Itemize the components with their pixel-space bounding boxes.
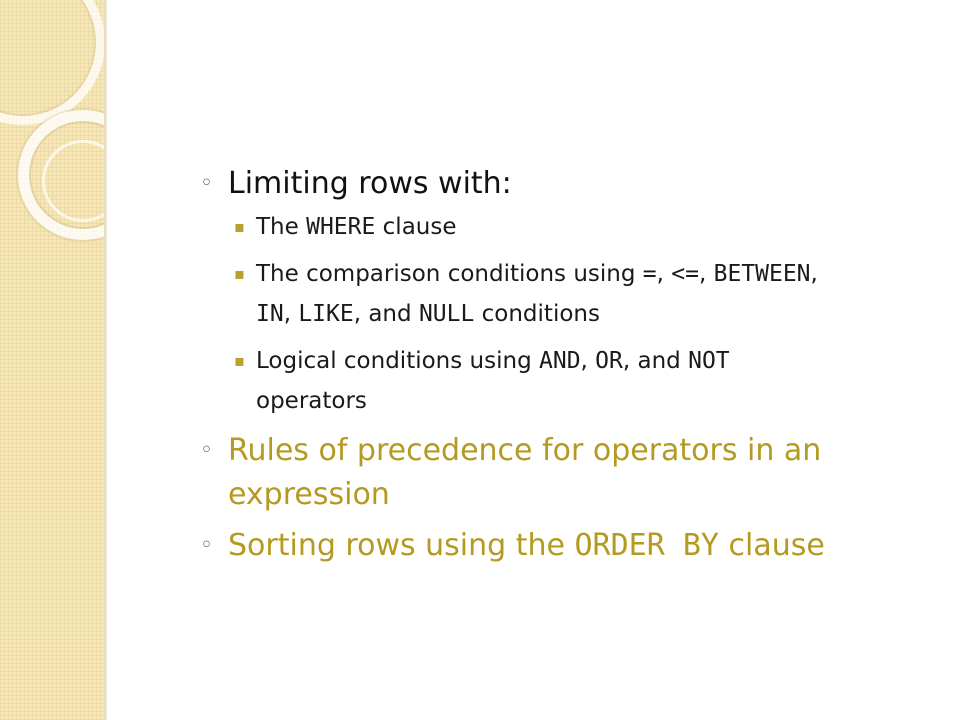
sub-bullet-comparison-conditions: [234, 258, 818, 290]
code-like: LIKE: [298, 301, 354, 327]
bullet-rules-of-precedence: [200, 433, 822, 469]
text-segment: Logical conditions using: [256, 348, 539, 374]
text-segment: ,: [698, 261, 714, 287]
circle-bullet-icon: ◦: [200, 438, 213, 463]
bullet-text: Rules of precedence for operators in an: [228, 433, 822, 468]
code-order-by: ORDER BY: [574, 528, 719, 563]
sub-bullet-where-clause: [234, 211, 457, 243]
text-segment: operators: [256, 388, 367, 414]
circle-bullet-icon: ◦: [200, 533, 213, 558]
sub-bullet-logical-conditions: [234, 345, 730, 377]
text-segment: clause: [719, 528, 825, 563]
text-segment: , and: [622, 348, 689, 374]
code-less-equal: <=: [671, 261, 699, 287]
code-or: OR: [595, 348, 623, 374]
code-null: NULL: [418, 301, 475, 327]
bullet-limiting-rows: [200, 166, 512, 202]
text-segment: ,: [283, 301, 299, 327]
text-segment: ,: [580, 348, 596, 374]
square-bullet-icon: ▪: [234, 351, 245, 370]
code-where: WHERE: [306, 214, 376, 240]
text-segment: ,: [656, 261, 672, 287]
square-bullet-icon: ▪: [234, 217, 245, 236]
code-in: IN: [256, 301, 284, 327]
square-bullet-icon: ▪: [234, 264, 245, 283]
bullet-text: Limiting rows with:: [228, 166, 512, 201]
text-segment: ,: [810, 261, 818, 287]
sub-bullet-logical-conditions-line2: [256, 385, 367, 417]
text-segment: clause: [375, 214, 457, 240]
text-segment: Sorting rows using the: [228, 528, 575, 563]
text-segment: The comparison conditions using: [256, 261, 643, 287]
sub-bullet-comparison-conditions-line2: [256, 298, 600, 330]
bullet-text: expression: [228, 477, 390, 512]
text-segment: The: [256, 214, 307, 240]
text-segment: conditions: [474, 301, 600, 327]
text-segment: , and: [353, 301, 419, 327]
code-equals: =: [642, 261, 657, 287]
code-and: AND: [539, 348, 581, 374]
code-between: BETWEEN: [713, 261, 811, 287]
circle-bullet-icon: ◦: [200, 171, 213, 196]
bullet-rules-of-precedence-line2: [228, 477, 390, 513]
bullet-sorting-rows: [200, 528, 825, 564]
code-not: NOT: [688, 348, 730, 374]
